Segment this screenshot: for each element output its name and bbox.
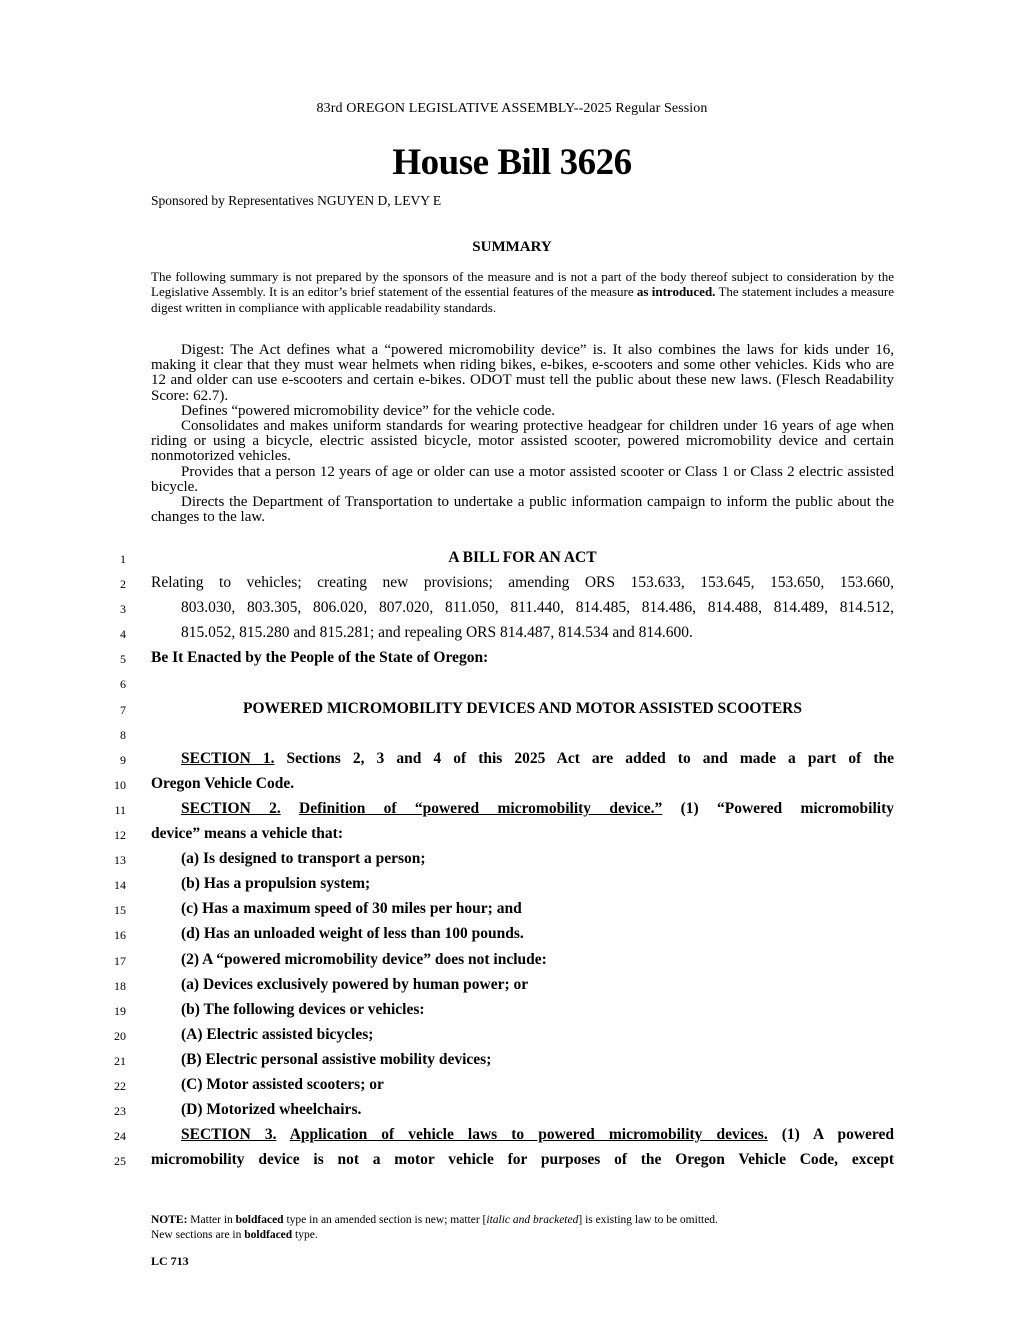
definition-item: (B) Electric personal assistive mobility devices; xyxy=(181,1050,492,1068)
note-italic: italic and bracketed xyxy=(486,1214,579,1226)
bill-line xyxy=(0,1075,1024,1100)
relating-clause: 815.052, 815.280 and 815.281; and repealing ORS 814.487, 814.534 and 814.600. xyxy=(181,624,693,642)
bill-line xyxy=(0,975,1024,1000)
bill-line xyxy=(0,598,1024,623)
bill-line xyxy=(0,899,1024,924)
summary-text-start: The following summary is not prepared by the sponsors of the measure and is not a part of the body thereof subject to consideration by the Legislative Assembly. It is an editor’s brief statement of the essential features of the measure xyxy=(151,269,894,300)
part-heading: POWERED MICROMOBILITY DEVICES AND MOTOR ASSISTED SCOOTERS xyxy=(243,699,802,717)
note-text: ] is existing law to be omitted. xyxy=(578,1214,718,1226)
bill-line xyxy=(0,749,1024,774)
line-number: 8 xyxy=(120,727,126,742)
section-2-continuation: device” means a vehicle that: xyxy=(151,825,343,843)
bill-line xyxy=(0,623,1024,648)
bill-line xyxy=(0,950,1024,975)
summary-bold-text: as introduced. xyxy=(636,284,716,300)
line-number: 14 xyxy=(114,878,126,893)
bill-line xyxy=(0,924,1024,949)
definition-item: (D) Motorized wheelchairs. xyxy=(181,1101,362,1119)
section-1-body: Sections 2, 3 and 4 of this 2025 Act are added to and made a part of the xyxy=(274,749,894,767)
line-number: 9 xyxy=(120,752,126,767)
bill-line xyxy=(0,874,1024,899)
section-2-text xyxy=(181,800,894,818)
line-number: 23 xyxy=(114,1104,126,1119)
line-number: 5 xyxy=(120,652,126,667)
relating-clause: 803.030, 803.305, 806.020, 807.020, 811.050, 811.440, 814.485, 814.486, 814.488, 814.489, 814.512, xyxy=(181,599,894,617)
definition-item: (2) A “powered micromobility device” does not include: xyxy=(181,950,547,968)
bill-line xyxy=(0,724,1024,749)
section-1-continuation: Oregon Vehicle Code. xyxy=(151,774,295,792)
line-number: 17 xyxy=(114,953,126,968)
note-text: Matter in xyxy=(187,1214,236,1226)
bill-line xyxy=(0,1025,1024,1050)
enacting-clause: Be It Enacted by the People of the State of Oregon: xyxy=(151,649,489,667)
sponsors-line: Sponsored by Representatives NGUYEN D, LEVY E xyxy=(151,193,442,208)
note-text: type. xyxy=(292,1229,318,1241)
note-bold: boldfaced xyxy=(235,1214,284,1226)
bill-title: House Bill 3626 xyxy=(392,142,632,183)
lc-number: LC 713 xyxy=(151,1254,189,1268)
line-number: 7 xyxy=(120,702,126,717)
line-number: 1 xyxy=(120,552,126,566)
definition-item: (C) Motor assisted scooters; or xyxy=(181,1075,384,1093)
section-3-caption: Application of vehicle laws to powered micromobility devices. xyxy=(289,1126,768,1144)
section-2-label: SECTION 2. xyxy=(181,799,281,817)
definition-item: (d) Has an unloaded weight of less than 100 pounds. xyxy=(181,925,524,943)
note-label: NOTE: xyxy=(151,1214,188,1226)
section-3-continuation: micromobility device is not a motor vehicle for purposes of the Oregon Vehicle Code, except xyxy=(151,1151,894,1169)
relating-clause: Relating to vehicles; creating new provisions; amending ORS 153.633, 153.645, 153.650, 153.660, xyxy=(151,574,894,592)
line-number: 4 xyxy=(120,627,126,642)
line-number: 20 xyxy=(114,1028,126,1043)
digest-block xyxy=(151,343,894,525)
line-number: 2 xyxy=(120,577,126,592)
summary-heading: SUMMARY xyxy=(472,239,552,255)
section-2-body: (1) “Powered micromobility xyxy=(662,799,894,817)
line-number: 22 xyxy=(114,1078,126,1093)
definition-item: (a) Is designed to transport a person; xyxy=(181,850,426,868)
line-number: 18 xyxy=(114,978,126,993)
section-1-text xyxy=(181,750,894,768)
bill-line xyxy=(0,673,1024,698)
summary-text-end: The statement includes a measure digest written in compliance with applicable readability standards. xyxy=(151,284,895,315)
footer-note xyxy=(151,1213,894,1243)
line-number: 19 xyxy=(114,1003,126,1018)
line-number: 10 xyxy=(114,777,126,792)
bill-line xyxy=(0,1150,1024,1175)
section-3-text xyxy=(181,1126,894,1144)
line-number: 3 xyxy=(120,602,126,617)
line-number: 25 xyxy=(114,1154,126,1169)
bill-line xyxy=(0,1100,1024,1125)
bill-line xyxy=(0,699,1024,724)
digest-paragraph: Provides that a person 12 years of age or older can use a motor assisted scooter or Class 1 or Class 2 electric assisted bicycle. xyxy=(151,463,894,495)
line-number: 13 xyxy=(114,853,126,868)
digest-paragraph: Directs the Department of Transportation to undertake a public information campaign to inform the public about the changes to the law. xyxy=(151,494,894,526)
line-number: 6 xyxy=(120,677,126,692)
line-number: 15 xyxy=(114,903,126,918)
bill-line xyxy=(0,1050,1024,1075)
bill-line xyxy=(0,799,1024,824)
section-2-caption: Definition of “powered micromobility device.” xyxy=(299,799,663,817)
section-1-label: SECTION 1. xyxy=(181,749,275,767)
bill-line xyxy=(0,573,1024,598)
line-number: 21 xyxy=(114,1053,126,1068)
digest-paragraph: Defines “powered micromobility device” for the vehicle code. xyxy=(181,402,556,419)
definition-item: (a) Devices exclusively powered by human power; or xyxy=(181,975,529,993)
section-3-body: (1) A powered xyxy=(767,1126,894,1144)
line-number: 24 xyxy=(114,1129,126,1144)
note-bold: boldfaced xyxy=(244,1229,293,1241)
bill-line xyxy=(0,774,1024,799)
bill-line xyxy=(0,1000,1024,1025)
line-number: 16 xyxy=(114,928,126,943)
line-number: 11 xyxy=(114,802,126,817)
note-text: New sections are in xyxy=(151,1229,245,1241)
note-text: type in an amended section is new; matter [ xyxy=(283,1214,487,1226)
definition-item: (b) The following devices or vehicles: xyxy=(181,1000,425,1018)
definition-item: (b) Has a propulsion system; xyxy=(181,875,371,893)
session-header: 83rd OREGON LEGISLATIVE ASSEMBLY--2025 Regular Session xyxy=(316,101,708,116)
section-3-label: SECTION 3. xyxy=(181,1126,277,1144)
bill-line xyxy=(0,824,1024,849)
act-heading: A BILL FOR AN ACT xyxy=(448,549,597,566)
bill-line xyxy=(0,1125,1024,1150)
digest-paragraph: Consolidates and makes uniform standards for wearing protective headgear for children under 16 years of age when riding or using a bicycle, electric assisted bicycle, motor assisted scooter, powered micromobility device and certain nonmotorized vehicles. xyxy=(151,418,894,465)
line-number: 12 xyxy=(114,828,126,843)
definition-item: (A) Electric assisted bicycles; xyxy=(181,1025,374,1043)
bill-line xyxy=(0,548,1024,573)
bill-line xyxy=(0,648,1024,673)
bill-line xyxy=(0,849,1024,874)
bill-text xyxy=(0,548,1024,1175)
digest-paragraph: Digest: The Act defines what a “powered micromobility device” is. It also combines the laws for kids under 16, making it clear that they must wear helmets when riding bikes, e-bikes, e-scooters and some other vehicles. Kids who are 12 and older can use e-scooters and certain e-bikes. ODOT must tell the public about these new laws. (Flesch Readability Score: 62.7). xyxy=(151,342,894,404)
definition-item: (c) Has a maximum speed of 30 miles per hour; and xyxy=(181,900,522,918)
summary-paragraph xyxy=(151,269,894,315)
